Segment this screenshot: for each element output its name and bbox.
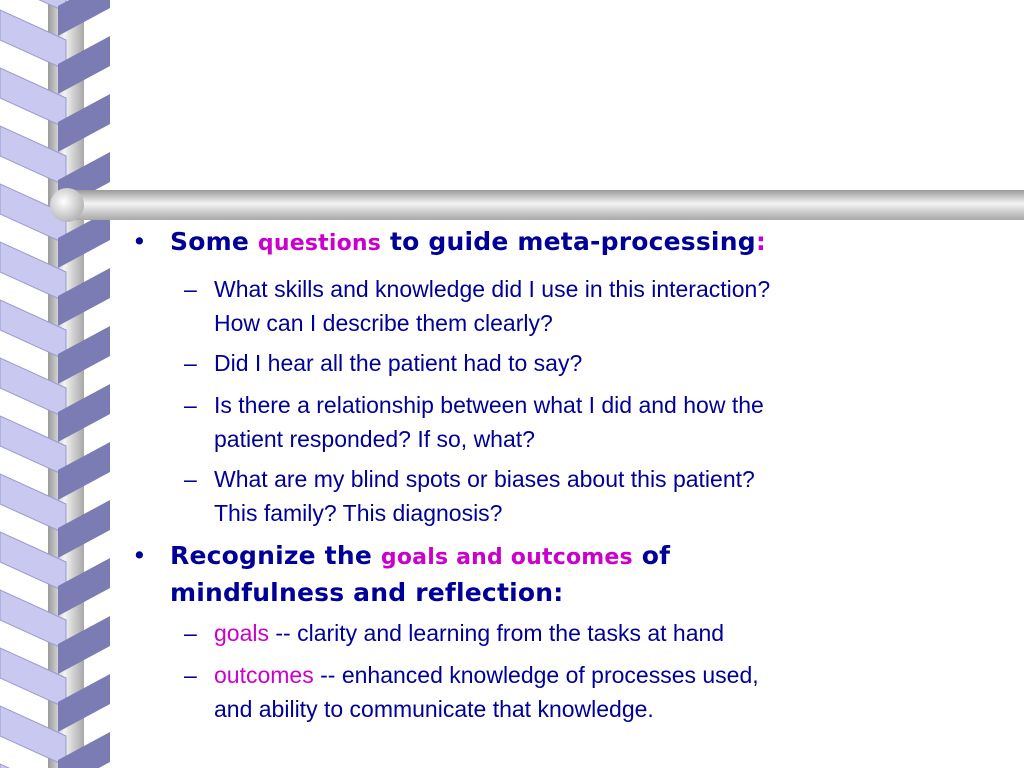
bullet-marker: • <box>132 541 147 570</box>
subitem-goals <box>184 616 984 650</box>
bullet-questions <box>132 224 990 261</box>
dash-marker: – <box>184 350 197 376</box>
subitem-line: patient responded? If so, what? <box>214 426 535 452</box>
subitem-line: Is there a relationship between what I did and how the <box>214 392 764 418</box>
bullet-text-end: of <box>632 541 671 570</box>
dash-marker: – <box>184 620 197 646</box>
subitem-blind-spots <box>184 462 984 530</box>
subitem-line: Did I hear all the patient had to say? <box>214 350 583 376</box>
subitem-highlight-outcomes: outcomes <box>214 662 314 688</box>
subitem-line: What skills and knowledge did I use in this interaction? <box>214 276 771 302</box>
subitem-line: What are my blind spots or biases about this patient? <box>214 466 755 492</box>
bullet-highlight-questions: questions <box>257 231 382 256</box>
subitem-line: This family? This diagnosis? <box>214 500 503 526</box>
dash-marker: – <box>184 466 197 492</box>
subitem-hear <box>184 346 984 380</box>
subitem-relationship <box>184 388 984 456</box>
dash-marker: – <box>184 392 197 418</box>
dash-marker: – <box>184 662 197 688</box>
dash-marker: – <box>184 276 197 302</box>
subitem-text: -- clarity and learning from the tasks at hand <box>268 620 725 646</box>
subitem-highlight-goals: goals <box>214 620 269 646</box>
bullet-recognize <box>132 538 990 610</box>
subitem-line: and ability to communicate that knowledge. <box>214 696 654 722</box>
subitem-line: How can I describe them clearly? <box>214 310 553 336</box>
subitem-outcomes <box>184 658 984 726</box>
subitem-text: -- enhanced knowledge of processes used, <box>313 662 759 688</box>
subitem-skills <box>184 272 984 340</box>
bullet-text-start: Recognize the <box>170 541 381 570</box>
bullet-line-2: mindfulness and reflection: <box>170 578 564 607</box>
bullet-marker: • <box>132 227 147 256</box>
bullet-colon: : <box>755 227 767 256</box>
bullet-line <box>170 538 990 575</box>
bullet-text-start: Some <box>170 227 258 256</box>
bullet-text-end: to guide meta-processing <box>381 227 756 256</box>
bullet-highlight-goals-outcomes: goals and outcomes <box>380 545 633 570</box>
